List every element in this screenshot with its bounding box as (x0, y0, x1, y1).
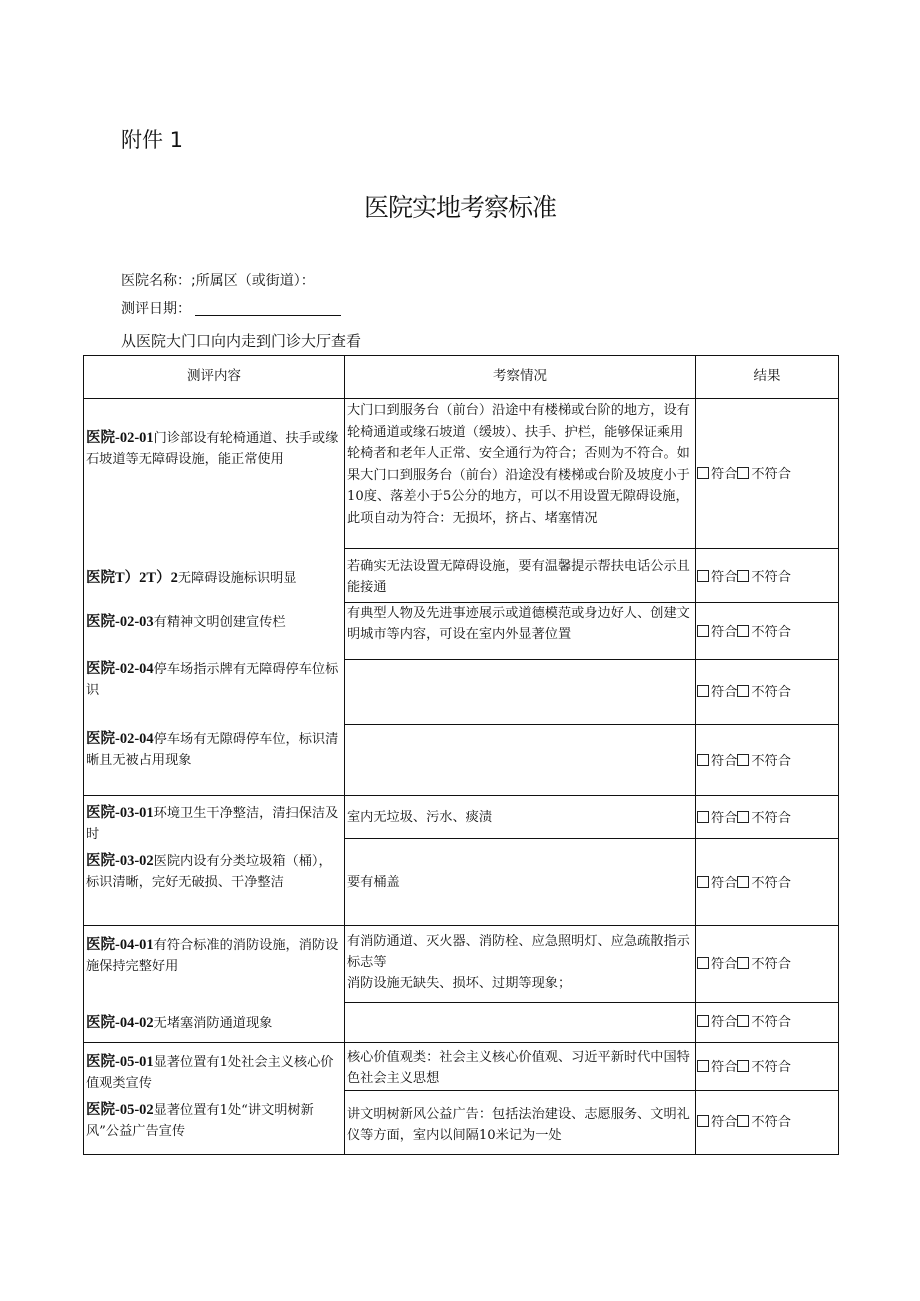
header-content: 测评内容 (187, 368, 241, 384)
obs-05-02: 讲文明树新风公益广告：包括法治建设、志愿服务、文明礼仪等方面，室内以间隔10米记为一处 (347, 1107, 690, 1143)
item-03-01: 医院-03-01环境卫生干净整洁，清扫保洁及时 (86, 805, 339, 842)
fail-checkbox[interactable] (737, 467, 749, 479)
result-02-01: 符合 不符合 (697, 463, 837, 482)
pass-checkbox[interactable] (697, 625, 709, 637)
result-05-01: 符合 不符合 (697, 1056, 837, 1075)
item-02-01: 医院-02-01门诊部设有轮椅通道、扶手或缘石坡道等无障碍设施，能正常使用 (86, 430, 339, 467)
result-03-02: 符合 不符合 (697, 872, 837, 891)
fail-checkbox[interactable] (737, 1115, 749, 1127)
date-blank[interactable] (195, 301, 341, 316)
page-title: 医院实地考察标准 (363, 193, 556, 222)
header-result: 结果 (753, 368, 781, 384)
result-02-03: 符合 不符合 (697, 621, 837, 640)
result-02-04-parking: 符合 不符合 (697, 750, 837, 769)
date-label: 测评日期： (121, 301, 191, 317)
result-03-01: 符合 不符合 (697, 807, 837, 826)
fail-checkbox[interactable] (737, 685, 749, 697)
fail-checkbox[interactable] (737, 754, 749, 766)
item-02-04-parking: 医院-02-04停车场有无隙碍停车位，标识清晰且无被占用现象 (86, 731, 339, 768)
item-03-02: 医院-03-02医院内设有分类垃圾箱（桶），标识清晰，完好无破损、干净整洁 (86, 853, 332, 890)
fail-checkbox[interactable] (737, 625, 749, 637)
header-observation: 考察情况 (493, 368, 547, 384)
result-05-02: 符合 不符合 (697, 1111, 837, 1130)
fail-checkbox[interactable] (737, 570, 749, 582)
fail-checkbox[interactable] (737, 957, 749, 969)
obs-04-01: 有消防通道、灭火器、消防栓、应急照明灯、应急疏散指示标志等 (347, 934, 690, 970)
evaluation-date (121, 298, 341, 318)
item-05-01: 医院-05-01显著位置有1处社会主义核心价值观类宣传 (86, 1054, 334, 1091)
attachment-label: 附件 1 (121, 128, 184, 152)
fail-checkbox[interactable] (737, 1015, 749, 1027)
result-04-01: 符合 不符合 (697, 953, 837, 972)
result-02-02: 符合 不符合 (697, 566, 837, 585)
fail-checkbox[interactable] (737, 1060, 749, 1072)
pass-checkbox[interactable] (697, 685, 709, 697)
item-02-04-sign: 医院-02-04停车场指示牌有无障碍停车位标识 (86, 661, 339, 698)
section-label: 从医院大门口向内走到门诊大厅查看 (121, 332, 362, 350)
fail-checkbox[interactable] (737, 811, 749, 823)
pass-checkbox[interactable] (697, 467, 709, 479)
pass-checkbox[interactable] (697, 811, 709, 823)
item-04-01: 医院-04-01有符合标准的消防设施，消防设施保持完整好用 (86, 937, 339, 974)
fail-checkbox[interactable] (737, 876, 749, 888)
result-04-02: 符合 不符合 (697, 1011, 837, 1030)
pass-checkbox[interactable] (697, 1115, 709, 1127)
pass-checkbox[interactable] (697, 1060, 709, 1072)
pass-checkbox[interactable] (697, 570, 709, 582)
pass-checkbox[interactable] (697, 876, 709, 888)
pass-checkbox[interactable] (697, 754, 709, 766)
result-02-04-sign: 符合 不符合 (697, 681, 837, 700)
obs-03-02: 要有桶盖 (347, 875, 400, 890)
pass-checkbox[interactable] (697, 957, 709, 969)
pass-checkbox[interactable] (697, 1015, 709, 1027)
obs-05-01: 核心价值观类：社会主义核心价值观、习近平新时代中国特色社会主义思想 (347, 1050, 690, 1086)
item-05-02: 医院-05-02显著位置有1处“讲文明树新风”公益广告宣传 (86, 1102, 314, 1139)
obs-02-02: 若确实无法设置无障碍设施，要有温馨提示帮扶电话公示且能接通 (347, 559, 690, 595)
obs-02-03: 有典型人物及先进事迹展示或道德模范或身边好人、创建文明城市等内容，可设在室内外显著位置 (347, 606, 690, 642)
obs-02-01: 大门口到服务台（前台）沿途中有楼梯或台阶的地方，设有轮椅通道或缘石坡道（缓坡）、扶手、护栏，能够保证乘用轮椅者和老年人正常、安全通行为符合；否则为不符合。如果大门口到服务台（前台）沿途没有楼梯或台阶及坡度小于10度、落差小于5公分的地方，可以不用设置无隙碍设施，此项自动为符合：无损坏，挤占、堵塞情况 (347, 403, 690, 526)
obs-03-01: 室内无垃圾、污水、痰渍 (347, 810, 493, 825)
hospital-info: 医院名称：;所属区（或街道）： (121, 273, 315, 289)
item-02-03: 医院-02-03有精神文明创建宣传栏 (86, 614, 286, 630)
item-04-02: 医院-04-02无堵塞消防通道现象 (86, 1015, 273, 1031)
obs-04-01b: 消防设施无缺失、损坏、过期等现象； (347, 976, 572, 991)
item-02-02: 医院T）2T）2无障碍设施标识明显 (86, 570, 297, 586)
